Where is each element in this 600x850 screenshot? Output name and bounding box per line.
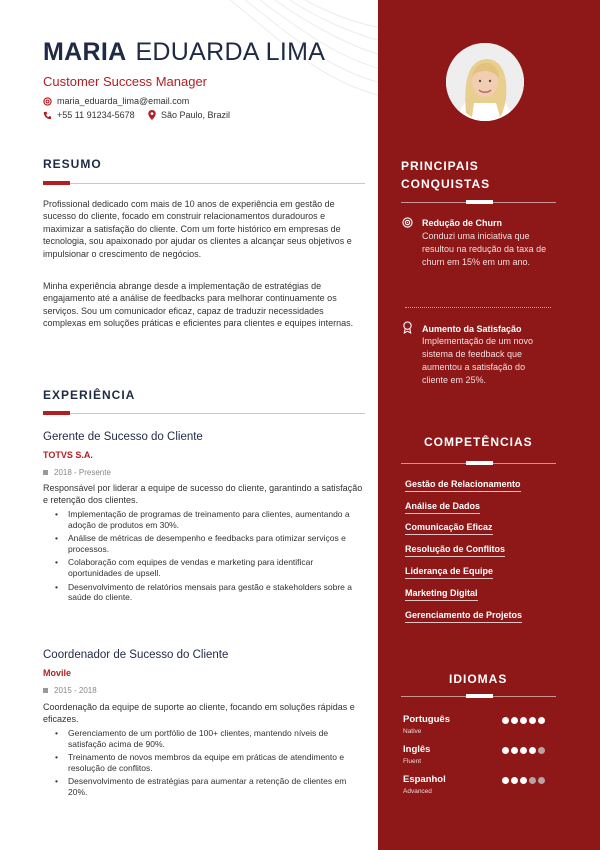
phone-icon — [43, 111, 52, 120]
languages-divider-accent — [466, 694, 493, 698]
summary-heading: RESUMO — [43, 157, 102, 171]
location-contact — [148, 110, 230, 120]
rating-dot — [529, 777, 536, 784]
achievement-2-title: Aumento da Satisfação — [422, 324, 522, 334]
language-rating — [502, 777, 545, 784]
rating-dot — [520, 777, 527, 784]
skill-tag: Análise de Dados — [405, 501, 480, 514]
map-pin-icon — [148, 110, 156, 120]
language-level: Fluent — [403, 758, 422, 765]
language-name: Português — [403, 714, 450, 725]
skill-tag: Gestão de Relacionamento — [405, 479, 521, 492]
language-level: Advanced — [403, 788, 432, 795]
rating-dot — [529, 717, 536, 724]
rating-dot — [529, 747, 536, 754]
rating-dot — [538, 747, 545, 754]
job-2-description: Coordenação da equipe de suporte ao cliente, focando em soluções rápidas e eficazes. — [43, 702, 355, 725]
job-1-dates-text: 2018 - Presente — [54, 468, 111, 477]
profile-photo — [446, 43, 524, 121]
calendar-icon — [43, 688, 48, 693]
rating-dot — [502, 747, 509, 754]
job-2-title: Coordenador de Sucesso do Cliente — [43, 649, 229, 661]
list-item: • Colaboração com equipes de vendas e marketing para identificar oportunidades de upsell. — [55, 557, 360, 578]
list-item: • Desenvolvimento de estratégias para aumentar a retenção de clientes em 20%. — [55, 776, 360, 797]
job-2-company: Movile — [43, 668, 72, 678]
rating-dot — [520, 747, 527, 754]
achievements-separator — [405, 307, 551, 308]
languages-heading: IDIOMAS — [449, 672, 508, 686]
email-text[interactable]: maria_eduarda_lima@email.com — [57, 96, 190, 106]
skills-heading: COMPETÊNCIAS — [424, 435, 533, 449]
email-contact — [43, 96, 189, 106]
first-name: MARIA — [43, 38, 127, 66]
summary-divider-accent — [43, 181, 70, 185]
target-icon — [402, 217, 413, 228]
skills-divider-accent — [466, 461, 493, 465]
job-2-dates-text: 2015 - 2018 — [54, 686, 97, 695]
list-item: • Desenvolvimento de relatórios mensais para gestão e stakeholders sobre a saúde do cliente. — [55, 582, 360, 603]
language-level: Native — [403, 728, 422, 735]
rating-dot — [511, 777, 518, 784]
experience-heading: EXPERIÊNCIA — [43, 388, 136, 402]
list-item: • Gerenciamento de um portfólio de 100+ clientes, mantendo níveis de satisfação acima de 90%. — [55, 728, 360, 749]
job-1-description: Responsável por liderar a equipe de sucesso do cliente, garantindo a satisfação e retenção dos clientes. — [43, 483, 363, 506]
candidate-name — [43, 38, 325, 67]
summary-paragraph-2: Minha experiência abrange desde a implementação de estratégias de engajamento até a análise de feedbacks para melhorar continuamente os serviços. Sou um comunicador eficaz, capaz de traduzir necessidades complexas em soluções práticas e eficientes para clientes e equipes internas. — [43, 281, 354, 329]
location-text: São Paulo, Brazil — [161, 110, 231, 120]
skill-tag: Liderança de Equipe — [405, 566, 493, 579]
achievement-2-description: Implementação de um novo sistema de feedback que aumentou a satisfação do cliente em 25%. — [422, 336, 534, 385]
achievement-1-title: Redução de Churn — [422, 218, 503, 228]
summary-divider — [43, 183, 365, 184]
rating-dot — [520, 717, 527, 724]
language-name: Inglês — [403, 744, 431, 755]
calendar-icon — [43, 470, 48, 475]
avatar — [446, 43, 524, 121]
experience-divider — [43, 413, 365, 414]
job-1-bullets — [55, 509, 360, 606]
rating-dot — [538, 777, 545, 784]
job-2-dates — [43, 686, 97, 695]
achievement-1-description: Conduzi uma iniciativa que resultou na redução da taxa de churn em 15% em um ano. — [422, 231, 547, 267]
job-1-dates — [43, 468, 111, 477]
skill-tag: Resolução de Conflitos — [405, 544, 505, 557]
rating-dot — [511, 747, 518, 754]
job-1-title: Gerente de Sucesso do Cliente — [43, 431, 203, 443]
list-item: • Treinamento de novos membros da equipe em práticas de atendimento e resolução de conflitos. — [55, 752, 360, 773]
job-1-company: TOTVS S.A. — [43, 450, 93, 460]
language-name: Espanhol — [403, 774, 446, 785]
achievements-heading-line-1: PRINCIPAIS — [401, 159, 479, 173]
list-item: • Análise de métricas de desempenho e feedbacks para otimizar serviços e processos. — [55, 533, 360, 554]
experience-divider-accent — [43, 411, 70, 415]
rating-dot — [538, 717, 545, 724]
achievements-heading — [401, 157, 490, 193]
achievements-divider-accent — [466, 200, 493, 204]
job-2-bullets — [55, 728, 360, 801]
rating-dot — [502, 717, 509, 724]
list-item: • Implementação de programas de treinamento para clientes, aumentando a adoção de produtos em 30%. — [55, 509, 360, 530]
skill-tag: Comunicação Eficaz — [405, 522, 493, 535]
last-name: EDUARDA LIMA — [135, 38, 326, 66]
rating-dot — [502, 777, 509, 784]
summary-paragraph-1: Profissional dedicado com mais de 10 anos de experiência em gestão de sucesso do cliente, focado em construir relacionamentos duradouros e maximizar a satisfação do cliente. Com um forte histórico em empresas de tecnologia, sou apaixonado por ajudar os clientes a alcançar seus objetivos e impulsionar o crescimento de negócios. — [43, 199, 352, 259]
phone-text: +55 11 91234-5678 — [57, 110, 135, 120]
achievements-heading-line-2: CONQUISTAS — [401, 177, 491, 191]
job-title: Customer Success Manager — [43, 74, 208, 89]
language-rating — [502, 717, 545, 724]
award-icon — [402, 321, 413, 334]
language-rating — [502, 747, 545, 754]
skill-tag: Marketing Digital — [405, 588, 478, 601]
at-icon — [43, 97, 52, 106]
phone-contact — [43, 110, 135, 120]
skill-tag: Gerenciamento de Projetos — [405, 610, 522, 623]
rating-dot — [511, 717, 518, 724]
